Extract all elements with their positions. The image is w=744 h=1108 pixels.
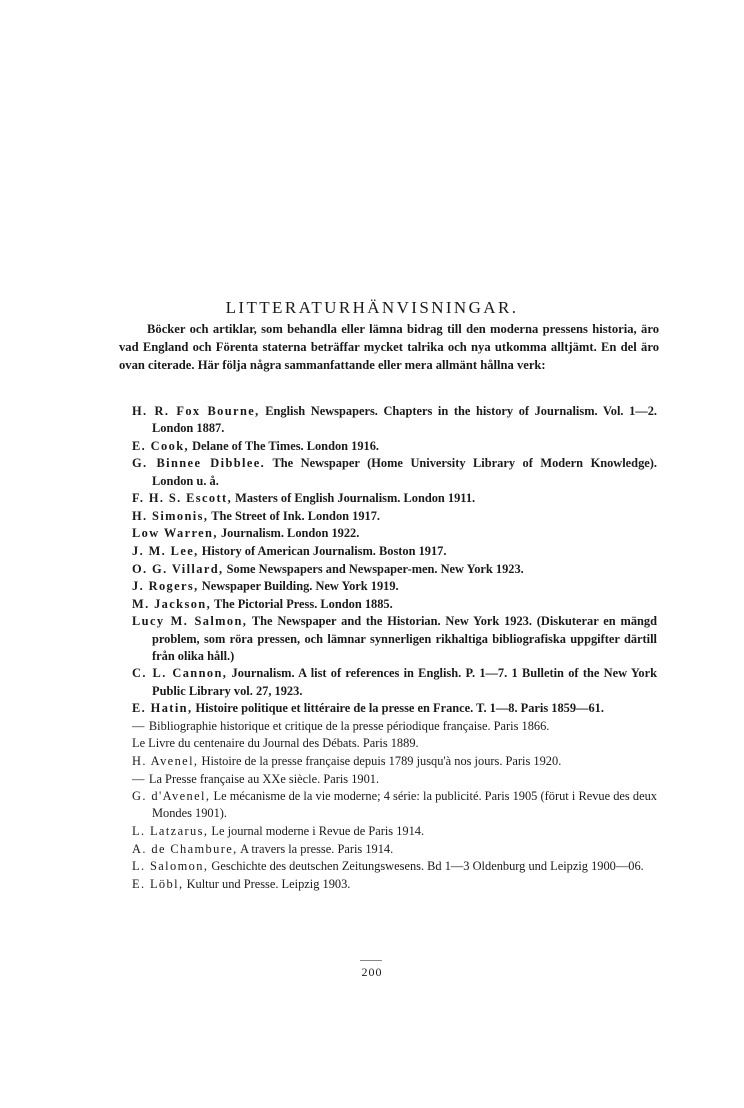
reference-item: M. Jackson, The Pictorial Press. London 1885. — [132, 596, 393, 611]
reference-item: — Bibliographie historique et critique de la presse périodique française. Paris 1866. — [132, 718, 550, 733]
intro-paragraph: Böcker och artiklar, som behandla eller lämna bidrag till den moderna pressens historia, äro vad England och Förenta staterna beträffar mycket talrika och nya utkomma alltjämt. En del äro ovan citerade. Här följa några sammanfattande eller mera allmänt hållna verk: — [119, 322, 659, 372]
reference-item: G. d'Avenel, Le mécanisme de la vie moderne; 4 série: la publicité. Paris 1905 (förut i Revue des deux Mondes 1901). — [132, 789, 657, 821]
reference-item: J. Rogers, Newspaper Building. New York 1919. — [132, 579, 399, 594]
reference-item: J. M. Lee, History of American Journalism. Boston 1917. — [132, 543, 447, 558]
reference-item: C. L. Cannon, Journalism. A list of references in English. P. 1—7. 1 Bulletin of the New York Public Library vol. 27, 1923. — [132, 666, 657, 698]
reference-item: — La Presse française au XXe siècle. Paris 1901. — [132, 771, 380, 786]
page-number-rule — [360, 960, 382, 961]
reference-item: F. H. S. Escott, Masters of English Journalism. London 1911. — [132, 491, 476, 506]
reference-item: Le Livre du centenaire du Journal des Débats. Paris 1889. — [132, 736, 419, 751]
reference-item: Lucy M. Salmon, The Newspaper and the Historian. New York 1923. (Diskuterar en mängd problem, som röra pressen, och lämnar synnerligen rikhaltiga bibliografiska uppgifter därtill från olika håll.) — [132, 614, 657, 663]
reference-item: L. Latzarus, Le journal moderne i Revue de Paris 1914. — [132, 823, 425, 838]
reference-item: L. Salomon, Geschichte des deutschen Zeitungswesens. Bd 1—3 Oldenburg und Leipzig 1900—06. — [132, 859, 644, 874]
reference-item: A. de Chambure, A travers la presse. Paris 1914. — [132, 841, 394, 856]
reference-item: E. Cook, Delane of The Times. London 1916. — [132, 438, 380, 453]
page-number: 200 — [361, 965, 383, 979]
reference-item: O. G. Villard, Some Newspapers and Newspaper-men. New York 1923. — [132, 561, 524, 576]
reference-item: E. Hatin, Histoire politique et littéraire de la presse en France. T. 1—8. Paris 1859—61. — [132, 701, 604, 716]
reference-item: H. Avenel, Histoire de la presse française depuis 1789 jusqu'à nos jours. Paris 1920. — [132, 753, 562, 768]
reference-item: H. R. Fox Bourne, English Newspapers. Chapters in the history of Journalism. Vol. 1—2. London 1887. — [132, 404, 657, 436]
reference-item: E. Löbl, Kultur und Presse. Leipzig 1903. — [132, 876, 351, 891]
reference-item: G. Binnee Dibblee. The Newspaper (Home University Library of Modern Knowledge). London u. å. — [132, 456, 657, 488]
reference-list — [132, 403, 657, 893]
page-heading: LITTERATURHÄNVISNINGAR. — [225, 298, 519, 318]
reference-item: Low Warren, Journalism. London 1922. — [132, 526, 360, 541]
reference-item: H. Simonis, The Street of Ink. London 1917. — [132, 508, 381, 523]
